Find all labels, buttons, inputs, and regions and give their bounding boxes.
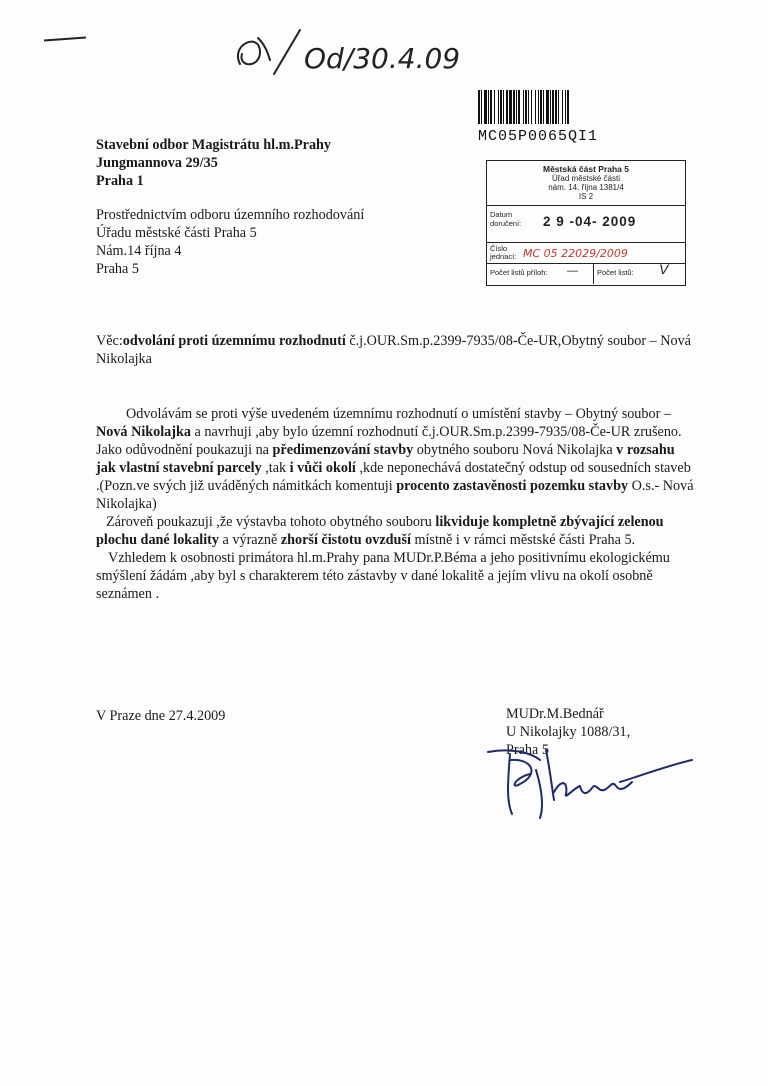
text-run: ,kde neponechává dostatečný odstup od sousedních staveb .(Pozn.ve svých již uváděných námitkách komentuji (96, 460, 691, 494)
barcode-number: MC05P0065QI1 (478, 128, 599, 145)
stamp-ref-label-2: jednací: (490, 252, 517, 261)
stamp-sub-3: IS 2 (578, 192, 594, 201)
barcode-label (478, 90, 646, 148)
recipient-line-3: Praha 1 (96, 173, 144, 189)
text-run: Zároveň poukazuji ,že výstavba tohoto obytného souboru (106, 514, 436, 530)
stamp-divider (487, 242, 685, 243)
stamp-date-value: 2 9 -04- 2009 (543, 214, 637, 229)
sender-city: Praha 5 (506, 742, 549, 758)
letter-body (96, 405, 696, 603)
signature-icon (470, 730, 700, 830)
paragraph-3 (96, 513, 696, 549)
recipient-line-1: Stavební odbor Magistrátu hl.m.Prahy (96, 137, 332, 153)
text-run: Odvolávám se proti výše uvedeném územnímu rozhodnutí o umístění stavby – Obytný soubor – (126, 406, 671, 422)
text-run: a výrazně (219, 532, 281, 548)
stamp-sheets-value: V (659, 261, 669, 277)
handwritten-date: Od/30.4.09 (304, 42, 461, 75)
via-line-2: Úřadu městské části Praha 5 (96, 225, 257, 241)
sender-street: U Nikolajky 1088/31, (506, 724, 631, 740)
stamp-header (487, 161, 685, 201)
text-run: místně i v rámci městské části Praha 5. (410, 532, 636, 548)
barcode-icon (478, 90, 646, 124)
via-address (96, 206, 476, 278)
stamp-cell-divider (593, 263, 594, 284)
text-run-bold: předimenzování stavby (272, 442, 414, 458)
receipt-stamp (486, 160, 686, 286)
signature (470, 730, 700, 830)
stamp-attach-label: Počet listů příloh: (490, 268, 548, 277)
text-run-bold: likviduje kompletně zbývající zelenou plochu dané lokality (96, 514, 664, 548)
via-line-4: Praha 5 (96, 261, 139, 277)
recipient-line-2: Jungmannova 29/35 (96, 155, 218, 171)
stamp-ref-label-1: Číslo (490, 244, 508, 253)
place-date: V Praze dne 27.4.2009 (96, 708, 226, 724)
text-run-bold: Nová Nikolajka (96, 424, 191, 440)
subject-line (96, 332, 696, 368)
handwritten-annotation (230, 24, 461, 92)
subject-rest: č.j.OUR.Sm.p.2399-7935/08-Če-UR,Obytný soubor – Nová Nikolajka (96, 333, 691, 367)
stamp-date-label-1: Datum (490, 210, 513, 219)
stamp-sub-2: nám. 14. října 1381/4 (548, 183, 624, 192)
text-run: ,tak (261, 460, 290, 476)
barcode-stripe (569, 90, 570, 124)
stamp-title: Městská část Praha 5 (543, 164, 629, 174)
paragraph-4: Vzhledem k osobnosti primátora hl.m.Prahy pana MUDr.P.Béma a jeho positivnímu ekologickému smýšlení žádám ,aby byl s charakterem této zástavby v dané lokalitě a jejím vlivu na okolí osobně seznámen . (96, 550, 670, 602)
text-run-bold: v rozsahu jak vlastní stavební parcely (96, 442, 675, 476)
paragraph-2 (96, 441, 696, 513)
subject-prefix: Věc: (96, 333, 123, 349)
stamp-divider (487, 205, 685, 206)
corner-dash-mark (44, 37, 86, 42)
text-run-bold: i vůči okolí (289, 460, 356, 476)
text-run-bold: zhorší čistotu ovzduší (280, 532, 411, 548)
paragraph-1 (96, 405, 696, 441)
stamp-divider (487, 263, 685, 264)
handwriting-ink-icon (230, 24, 461, 92)
stamp-date-label-2: doručení: (490, 219, 522, 228)
stamp-sheets-label: Počet listů: (597, 268, 634, 277)
via-line-3: Nám.14 října 4 (96, 243, 182, 259)
text-run: obytného souboru Nová Nikolajka (413, 442, 617, 458)
recipient-address (96, 136, 476, 190)
text-run: a navrhuji ,aby bylo územní rozhodnutí č.j.OUR.Sm.p.2399-7935/08-Če-UR zrušeno. (191, 424, 682, 440)
text-run: Jako odůvodnění poukazuji na (96, 442, 273, 458)
text-run: O.s.- Nová Nikolajka) (96, 478, 694, 512)
stamp-attach-value: — (567, 265, 578, 277)
text-run-bold: procento zastavěnosti pozemku stavby (396, 478, 629, 494)
via-line-1: Prostřednictvím odboru územního rozhodování (96, 207, 365, 223)
sender-name: MUDr.M.Bednář (506, 706, 604, 722)
stamp-sub-1: Úřad městské části (551, 174, 621, 183)
subject-bold: odvolání proti územnímu rozhodnutí (122, 333, 346, 349)
stamp-ref-value: MC 05 22029/2009 (523, 247, 628, 260)
